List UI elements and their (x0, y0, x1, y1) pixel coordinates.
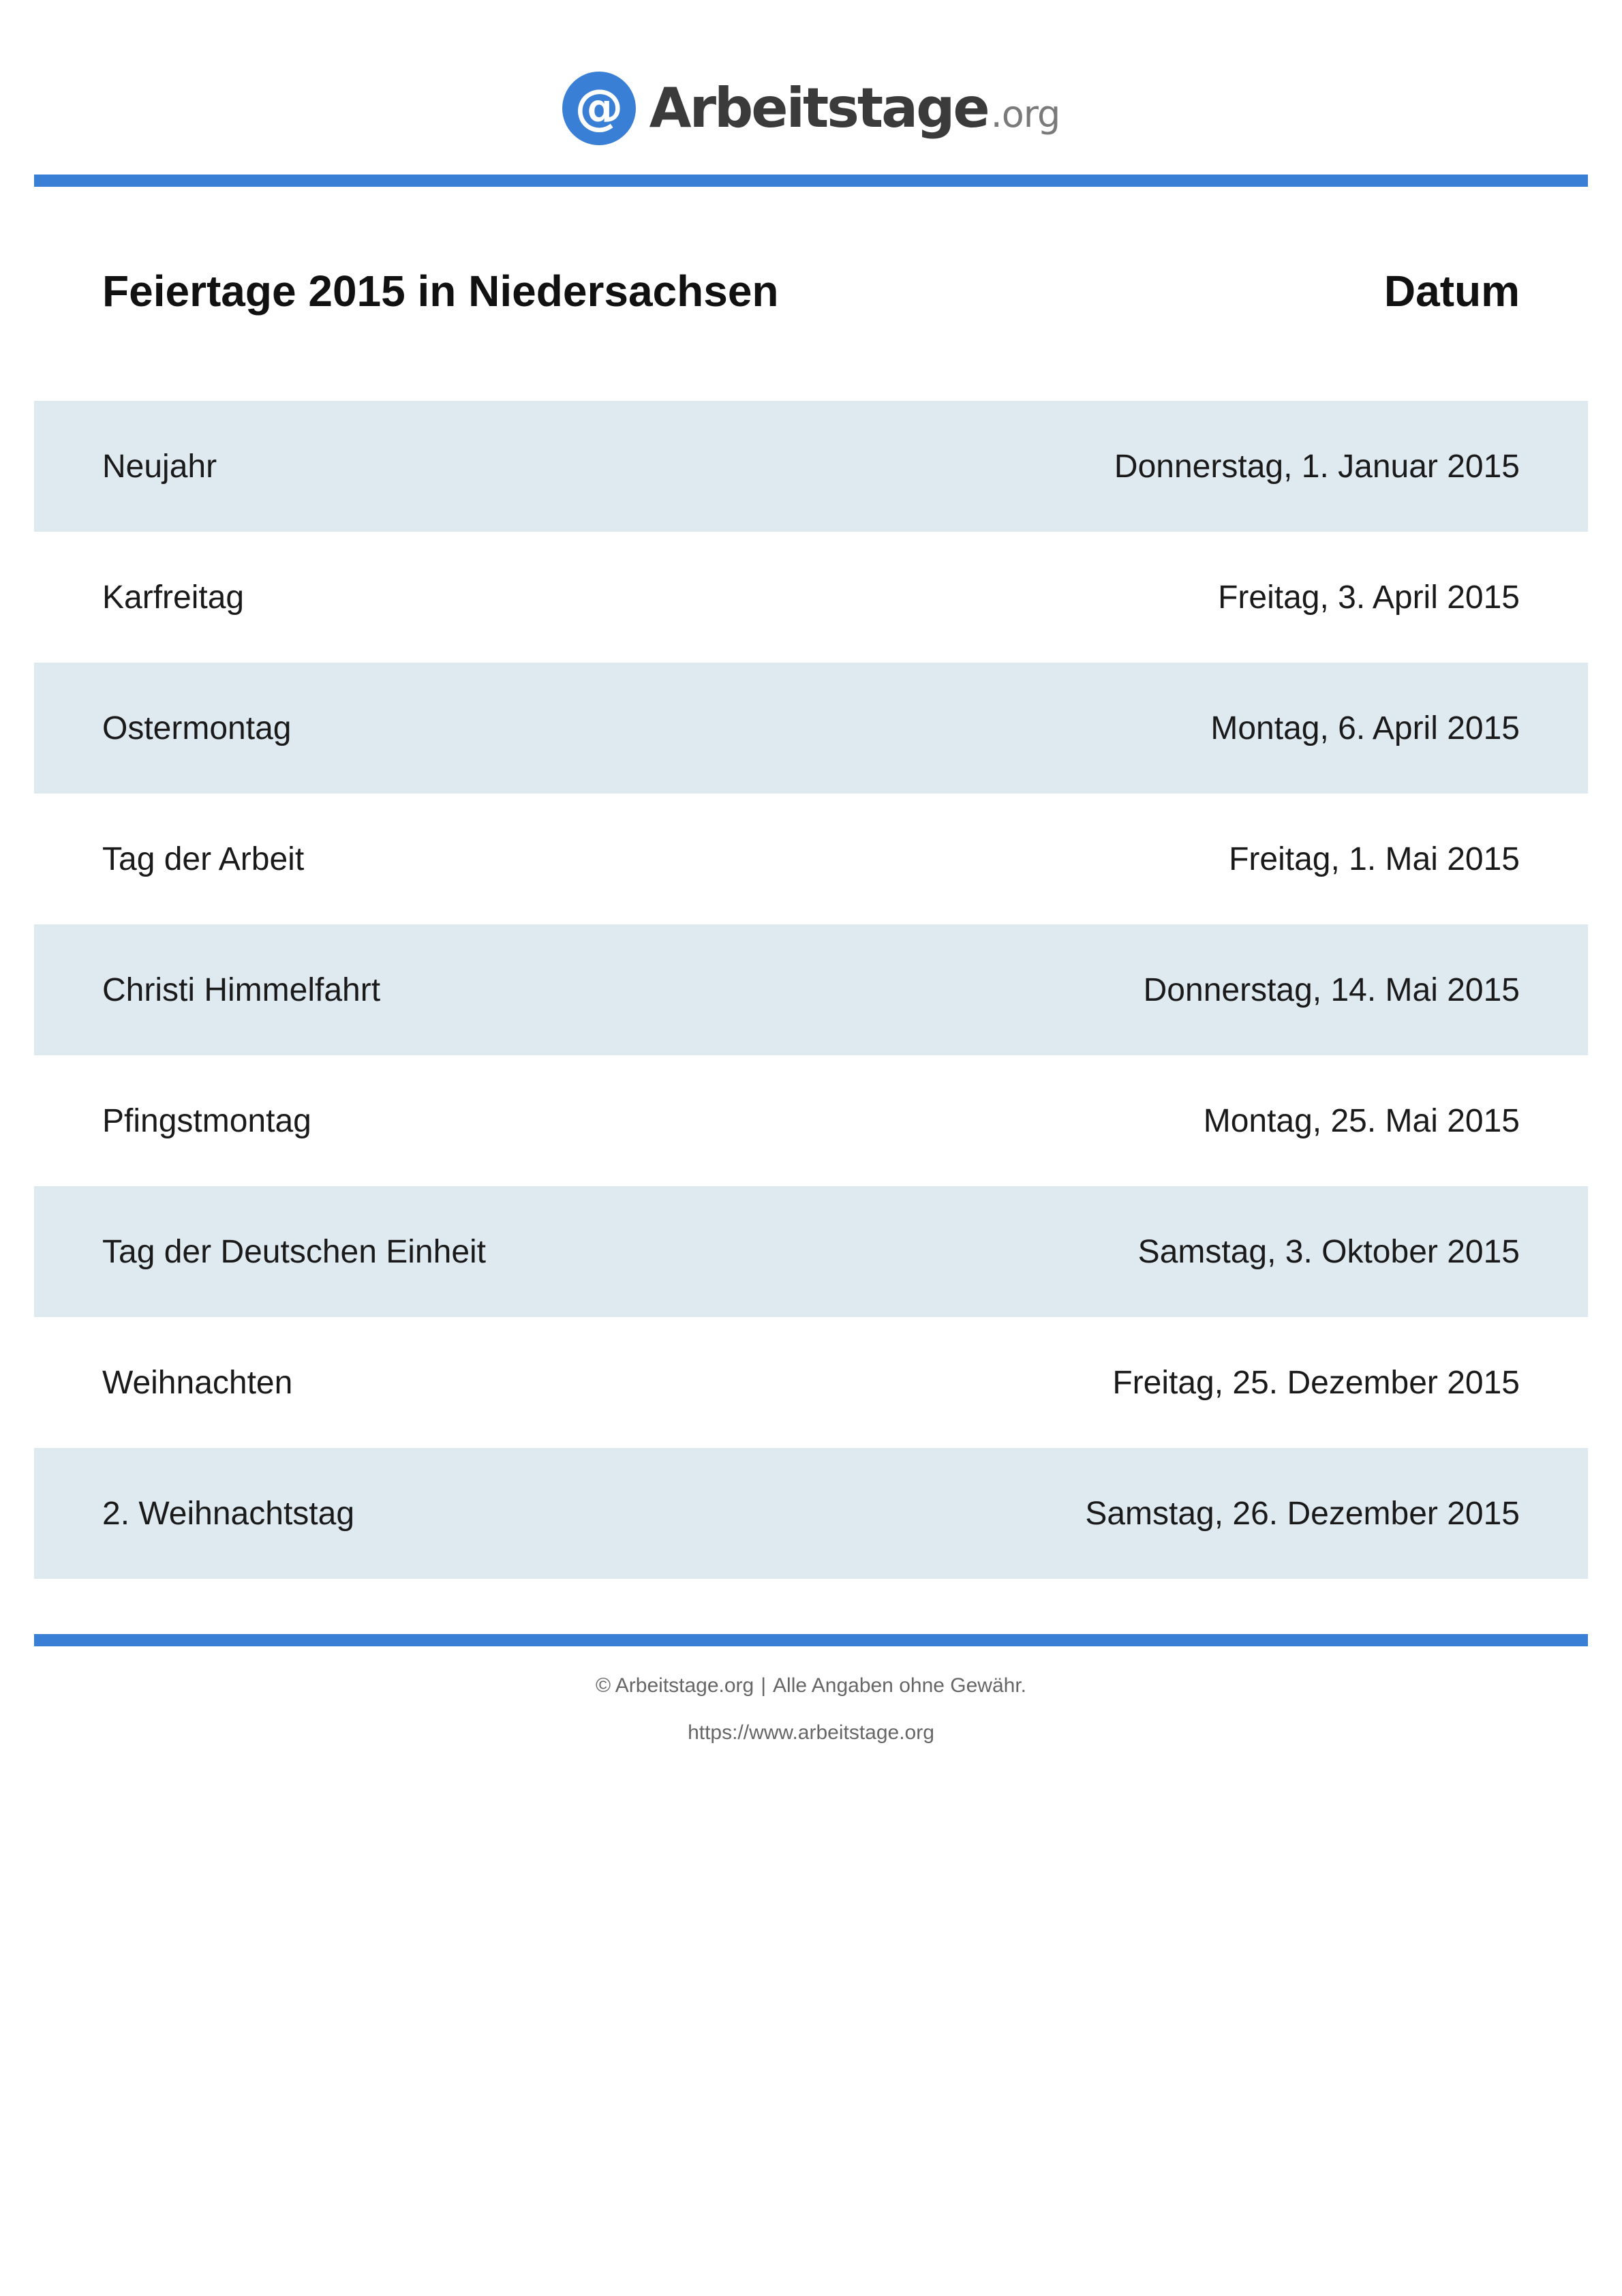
holiday-name: Christi Himmelfahrt (102, 971, 381, 1008)
holiday-name: Pfingstmontag (102, 1102, 311, 1139)
holiday-name: Karfreitag (102, 579, 245, 616)
holiday-name: Tag der Arbeit (102, 841, 305, 877)
holiday-name: Ostermontag (102, 710, 292, 746)
table-header (34, 254, 1588, 329)
holiday-date: Freitag, 1. Mai 2015 (1229, 841, 1520, 877)
table-row (34, 1317, 1588, 1448)
table-row (34, 532, 1588, 663)
table-row (34, 794, 1588, 924)
table-row (34, 1055, 1588, 1186)
holiday-date: Samstag, 26. Dezember 2015 (1085, 1495, 1520, 1532)
holiday-date: Donnerstag, 1. Januar 2015 (1114, 448, 1520, 485)
footer-separator: | (761, 1674, 767, 1697)
logo-wordmark: Arbeitstage.org (649, 76, 1060, 140)
logo-tld: .org (990, 93, 1060, 136)
footer-copyright: © Arbeitstage.org (596, 1674, 754, 1697)
holiday-name: Tag der Deutschen Einheit (102, 1233, 487, 1270)
top-divider (34, 175, 1588, 187)
svg-text:@: @ (575, 78, 624, 136)
holiday-date: Montag, 6. April 2015 (1210, 710, 1520, 746)
holiday-name: 2. Weihnachtstag (102, 1495, 355, 1532)
holiday-date: Freitag, 3. April 2015 (1218, 579, 1520, 616)
table-row (34, 1186, 1588, 1317)
holiday-table (34, 401, 1588, 1579)
holiday-name: Weihnachten (102, 1364, 293, 1401)
date-column-header: Datum (1383, 267, 1520, 316)
footer-line (0, 1674, 1622, 1697)
footer-url-line (0, 1721, 1622, 1744)
table-row (34, 924, 1588, 1055)
site-logo[interactable] (0, 72, 1622, 145)
holiday-date: Donnerstag, 14. Mai 2015 (1143, 971, 1520, 1008)
footer-url-link[interactable]: https://www.arbeitstage.org (688, 1721, 934, 1744)
holiday-date: Samstag, 3. Oktober 2015 (1137, 1233, 1520, 1270)
holiday-name: Neujahr (102, 448, 217, 485)
table-row (34, 401, 1588, 532)
holiday-date: Freitag, 25. Dezember 2015 (1112, 1364, 1520, 1401)
holiday-date: Montag, 25. Mai 2015 (1203, 1102, 1520, 1139)
footer-disclaimer: Alle Angaben ohne Gewähr. (773, 1674, 1026, 1697)
bottom-divider (34, 1634, 1588, 1646)
table-title: Feiertage 2015 in Niedersachsen (102, 267, 779, 316)
table-row (34, 663, 1588, 794)
table-row (34, 1448, 1588, 1579)
at-sign-icon (562, 72, 636, 145)
